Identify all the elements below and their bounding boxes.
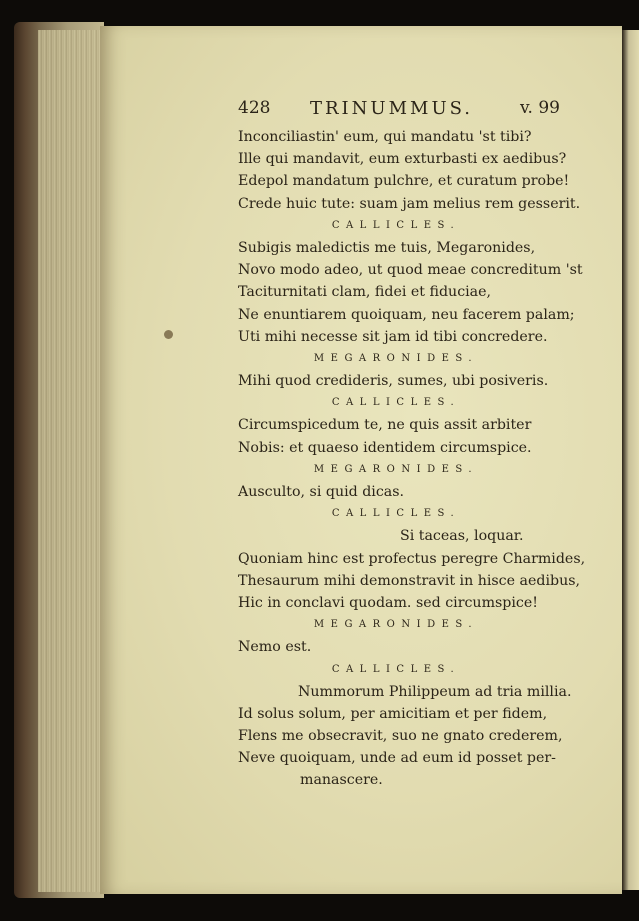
verse-line: Id solus solum, per amicitiam et per fidem, <box>238 705 548 722</box>
verse-line: Taciturnitati clam, fidei et fiduciae, <box>238 284 492 301</box>
verse-line: Hic in conclavi quodam. sed circumspice! <box>238 594 538 611</box>
verse-line: Ne enuntiarem quoiquam, neu facerem palam; <box>238 306 575 323</box>
speaker-name: CALLICLES. <box>331 663 461 675</box>
verse-line: Nummorum Philippeum ad tria millia. <box>298 683 572 700</box>
page-number: 428 <box>238 98 271 118</box>
verse-line: Si taceas, loquar. <box>400 528 524 545</box>
speaker-name: CALLICLES. <box>331 219 461 231</box>
running-header <box>238 98 560 124</box>
verse-line: Edepol mandatum pulchre, et curatum probe! <box>238 173 570 190</box>
verse-line: Subigis maledictis me tuis, Megaronides, <box>238 239 536 256</box>
running-title: TRINUMMUS. <box>310 98 474 119</box>
verse-line: Thesaurum mihi demonstravit in hisce aedibus, <box>238 572 581 589</box>
verse-line: Uti mihi necesse sit jam id tibi concredere. <box>238 328 548 345</box>
verse-line: Circumspicedum te, ne quis assit arbiter <box>238 417 532 434</box>
play-text <box>238 126 586 792</box>
verse-line: Quoniam hinc est profectus peregre Charmides, <box>238 550 586 567</box>
verse-line: Neve quoiquam, unde ad eum id posset per- <box>238 750 556 767</box>
speaker-name: MEGARONIDES. <box>313 352 479 364</box>
page-edges <box>38 30 108 892</box>
verse-line: Nobis: et quaeso identidem circumspice. <box>238 439 532 456</box>
verse-line: Nemo est. <box>238 639 312 656</box>
verse-line: Inconciliastin' eum, qui mandatu 'st tibi? <box>238 129 532 145</box>
verse-line: Ille qui mandavit, eum exturbasti ex aedibus? <box>238 151 567 168</box>
verse-line: Crede huic tute: suam jam melius rem gesserit. <box>238 195 581 212</box>
verse-line: Novo modo adeo, ut quod meae concreditum 'st <box>238 262 583 279</box>
speaker-name: MEGARONIDES. <box>313 463 479 475</box>
speaker-name: CALLICLES. <box>331 397 461 409</box>
verse-line: Mihi quod credideris, sumes, ubi posiveris. <box>238 373 549 390</box>
verse-line: Flens me obsecravit, suo ne gnato crederem, <box>238 728 563 745</box>
foxing-spot <box>164 330 173 339</box>
verse-marker: v. 99 <box>519 98 560 118</box>
speaker-name: MEGARONIDES. <box>313 619 479 631</box>
speaker-name: CALLICLES. <box>331 508 461 520</box>
verse-line: manascere. <box>300 772 383 789</box>
facing-page-edge <box>622 30 639 890</box>
verse-line: Ausculto, si quid dicas. <box>238 484 405 500</box>
